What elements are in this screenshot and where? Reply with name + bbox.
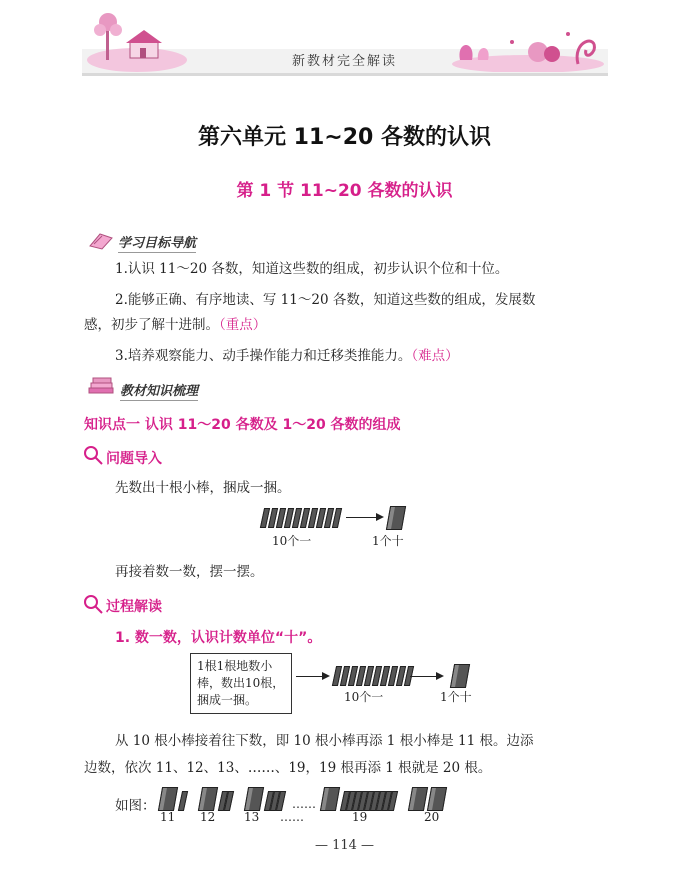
arrow-head [322,672,330,680]
question-heading: 问题导入 [106,451,162,467]
bundle [450,664,470,688]
fig1-right-caption: 1个十 [372,534,404,548]
fig3-label: 如图： [115,798,156,814]
book-icon [88,230,114,250]
fig3-num-dots: …… [280,810,304,824]
emphasis-tag: （重点） [219,317,267,333]
process-heading: 过程解读 [106,599,162,615]
goal-item-2: 2.能够正确、有序地读、写 11～20 各数，知道这些数的组成，发展数 [115,292,536,308]
goal-item-3: 3.培养观察能力、动手操作能力和迁移类推能力。（难点） [115,348,459,364]
fig1-left-caption: 10个一 [272,534,312,548]
books-stack-icon [86,376,116,396]
difficulty-tag: （难点） [411,348,459,364]
step1-title: 1. 数一数，认识计数单位“十”。 [115,630,322,646]
goals-heading: 学习目标导航 [118,236,197,251]
unit-title: 第六单元 11~20 各数的认识 [198,125,491,150]
paragraph-2: 边数，依次 11、12、13、……、19，19 根再添 1 根就是 20 根。 [84,760,492,776]
figure-3 [160,787,445,811]
count-box: 1根1根地数小 棒，数出10根， 捆成一捆。 [190,653,292,714]
goal-item-2-cont: 感，初步了解十进制。（重点） [84,317,267,333]
fig2-right-caption: 1个十 [440,690,472,704]
arrow-head [436,672,444,680]
header-title: 新教材完全解读 [291,54,397,69]
arrow [346,517,378,518]
fig2-left-caption: 10个一 [344,690,384,704]
arrow-head [376,513,384,521]
goal-item-1: 1.认识 11～20 各数，知道这些数的组成，初步认识个位和十位。 [115,261,509,277]
fig3-dots-top: …… [292,797,316,811]
fig3-num-11: 11 [160,810,176,824]
ten-sticks [262,508,340,528]
paragraph-1: 从 10 根小棒接着往下数，即 10 根小棒再添 1 根小棒是 11 根。边添 [115,733,534,749]
figure-1 [262,508,340,528]
knowledge-point-title: 知识点一 认识 11～20 各数及 1～20 各数的组成 [84,417,401,433]
after-text: 再接着数一数，摆一摆。 [115,564,264,580]
figure-2-sticks [334,666,412,686]
magnifier-icon [82,593,104,615]
arrow [410,676,438,677]
fig3-num-20: 20 [424,810,440,824]
intro-text: 先数出十根小棒，捆成一捆。 [115,480,291,496]
knowledge-heading: 教材知识梳理 [120,384,199,399]
fig3-num-13: 13 [244,810,260,824]
fig3-num-19: 19 [352,810,368,824]
fig3-num-12: 12 [200,810,216,824]
bundle [386,506,406,530]
magnifier-icon [82,444,104,466]
arrow [296,676,324,677]
section-title: 第 1 节 11~20 各数的认识 [236,181,453,201]
page-number: — 114 — [314,838,375,853]
